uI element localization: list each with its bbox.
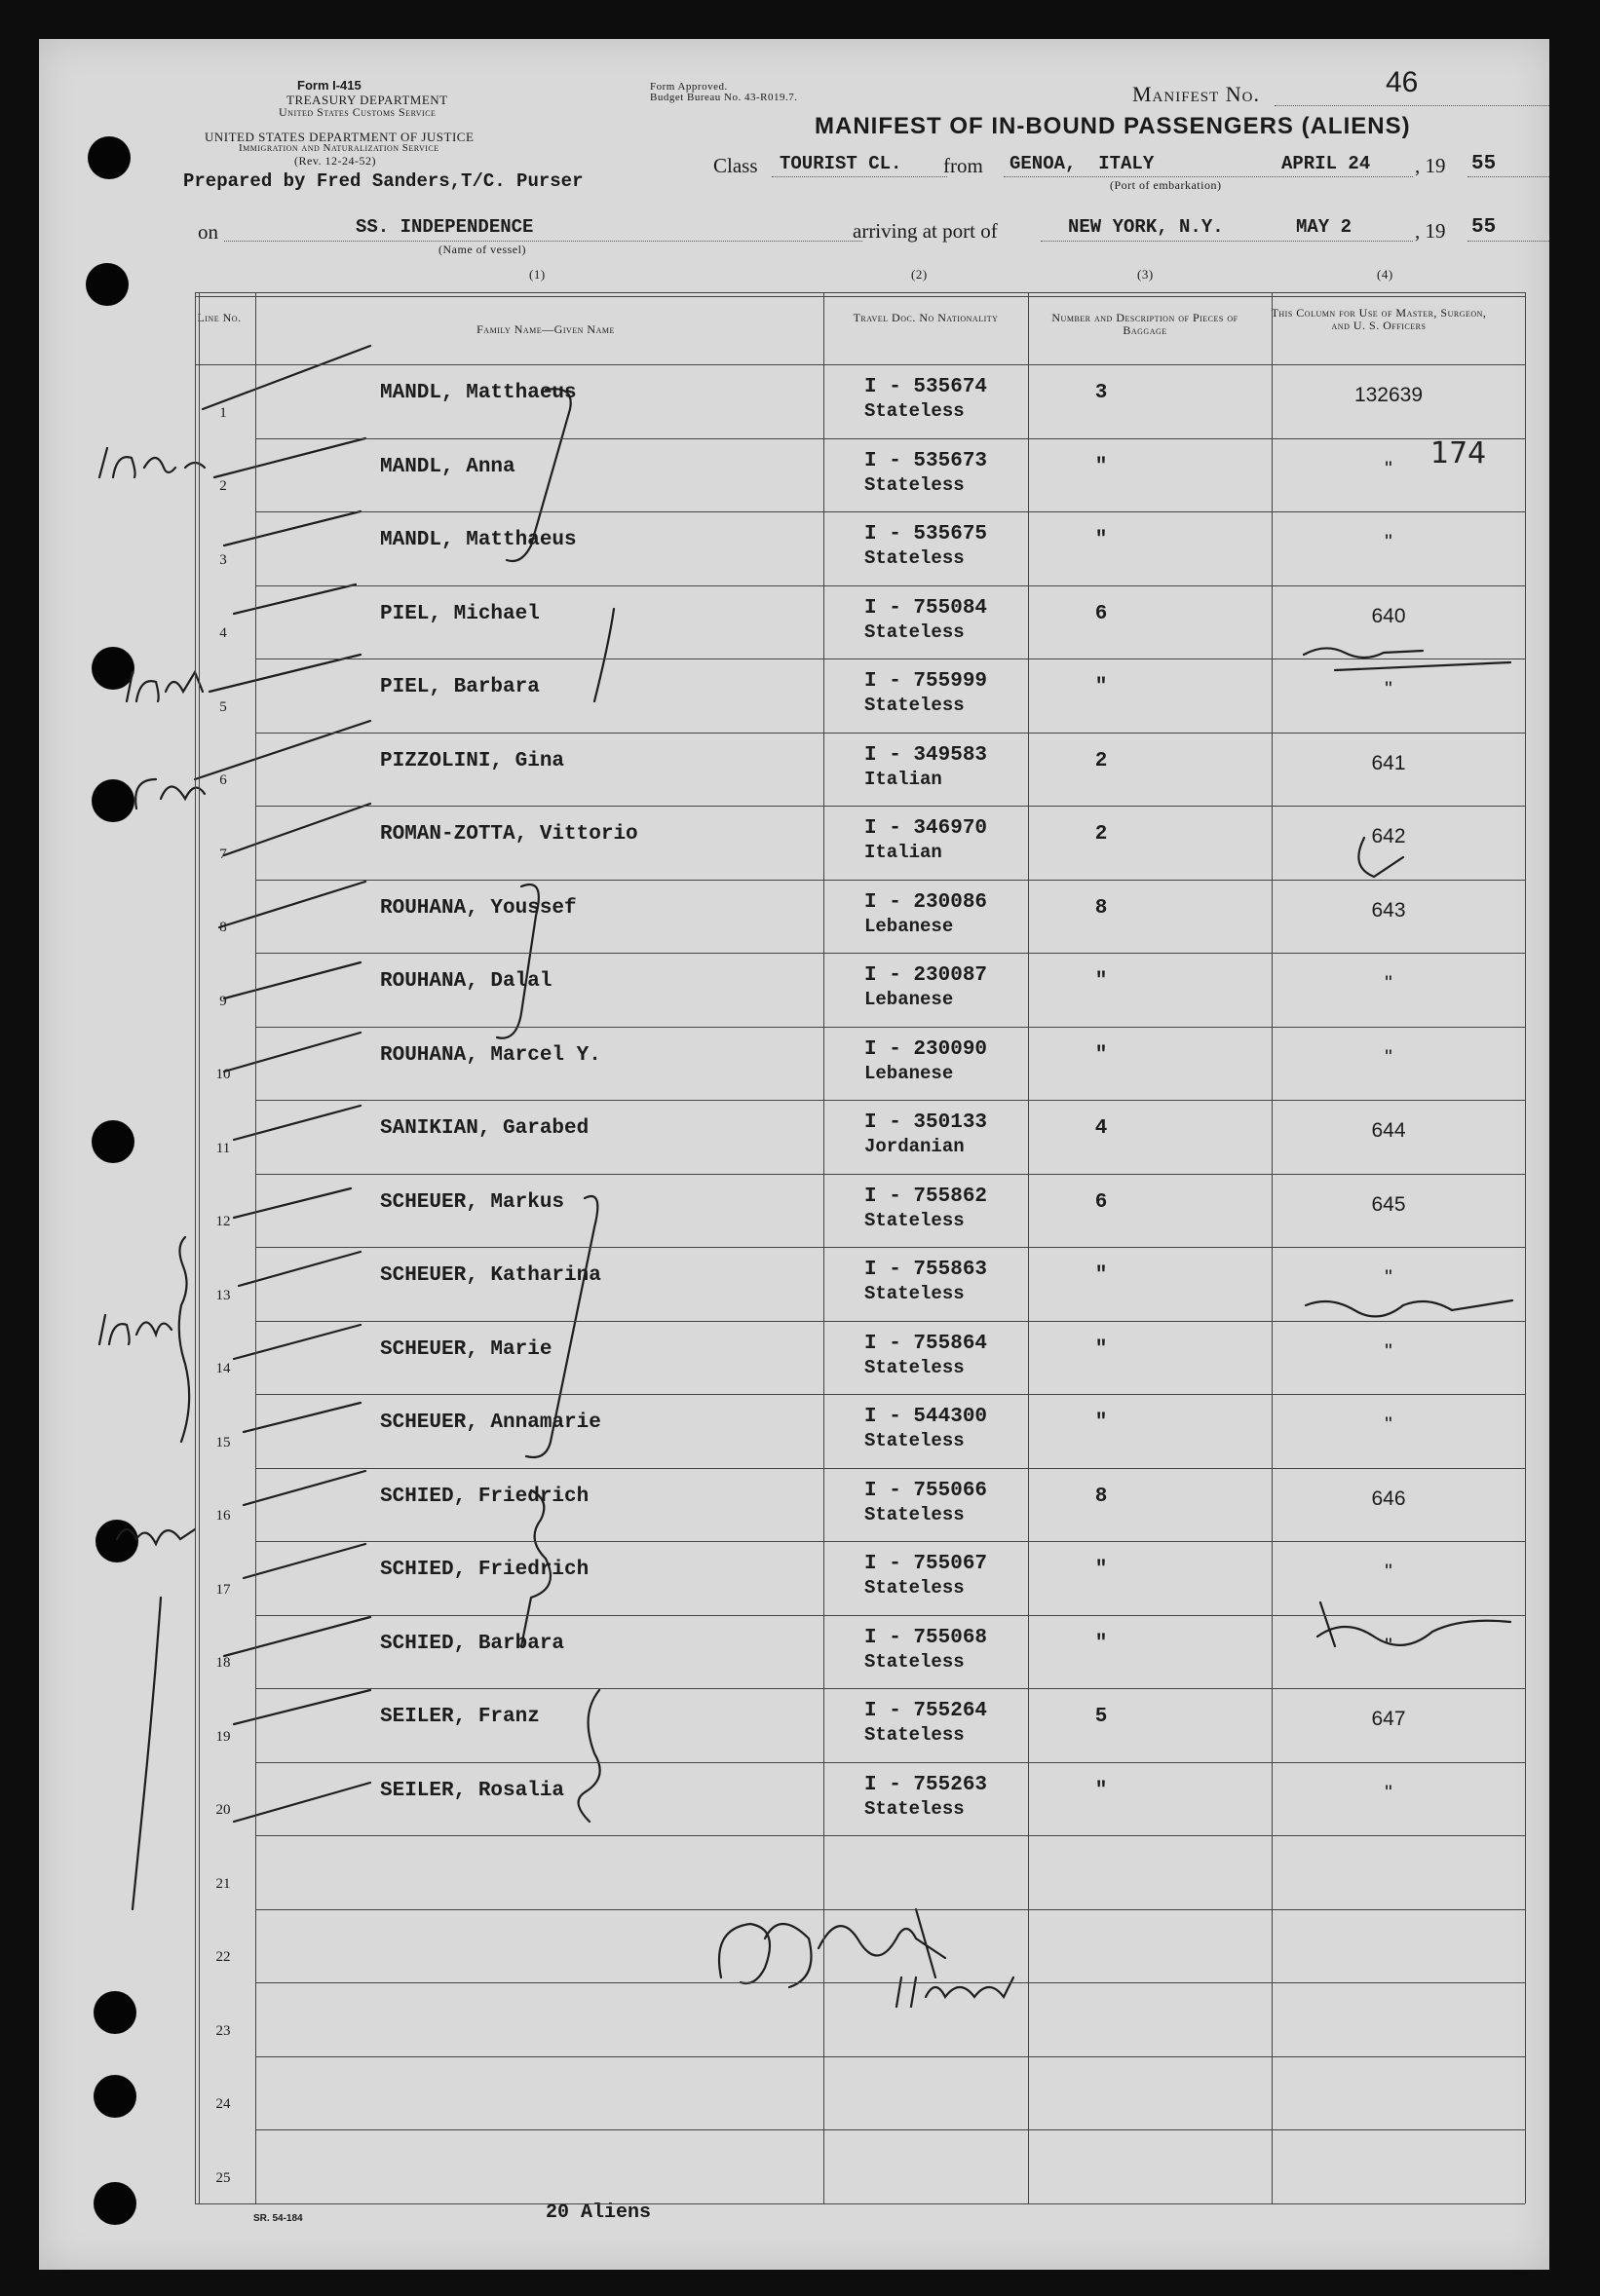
nationality: Stateless: [864, 1577, 965, 1599]
table-column-rule: [195, 292, 196, 2203]
table-rule: [255, 806, 1525, 807]
travel-doc-no: I - 755862: [864, 1185, 988, 1208]
manifest-page: [39, 39, 1549, 2270]
row-number: 16: [215, 1508, 231, 1524]
row-number: 17: [215, 1581, 231, 1598]
baggage-count: ": [1094, 529, 1108, 551]
passenger-name: MANDL, Matthaeus: [380, 529, 577, 551]
passenger-name: SCHIED, Friedrich: [380, 1559, 590, 1581]
table-rule: [255, 1247, 1525, 1248]
vessel-caption: (Name of vessel): [438, 243, 526, 256]
row-number: 24: [215, 2096, 231, 2112]
embark-date: APRIL 24: [1281, 153, 1371, 174]
passenger-name: SEILER, Franz: [380, 1706, 540, 1728]
baggage-count: 4: [1094, 1117, 1108, 1140]
officer-column: 641: [1371, 751, 1406, 774]
row-number: 25: [215, 2169, 231, 2186]
row-number: 23: [215, 2022, 231, 2039]
table-rule: [255, 438, 1525, 439]
table-rule: [255, 1909, 1525, 1910]
officer-column: 132639: [1353, 384, 1424, 406]
arrival-port: NEW YORK, N.Y.: [1068, 216, 1224, 238]
baggage-count: 6: [1094, 1190, 1108, 1214]
embark-year-prefix: , 19: [1415, 154, 1446, 177]
nationality: Stateless: [864, 1503, 965, 1525]
from-value: GENOA, ITALY: [1010, 153, 1155, 174]
nationality: Stateless: [864, 1430, 965, 1451]
table-rule: [255, 1688, 1525, 1689]
nationality: Stateless: [864, 473, 965, 496]
table-rule: [255, 1174, 1525, 1175]
prepared-by: Prepared by Fred Sanders,T/C. Purser: [183, 170, 584, 192]
row-number: 7: [219, 846, 227, 862]
col4-number: (4): [1377, 267, 1393, 282]
table-rule: [255, 1468, 1525, 1469]
manifest-no-value: 46: [1386, 66, 1419, 98]
manifest-no-label: Manifest No.: [1132, 82, 1260, 106]
nationality: Stateless: [864, 621, 965, 643]
row-number: 11: [215, 1140, 231, 1156]
officer-column: ": [1385, 1045, 1392, 1069]
customs-service: United States Customs Service: [279, 105, 437, 119]
passenger-name: PIEL, Michael: [380, 602, 540, 625]
form-rev: (Rev. 12-24-52): [294, 154, 377, 168]
baggage-count: ": [1094, 455, 1108, 478]
row-number: 13: [215, 1287, 231, 1303]
baggage-count: ": [1094, 1337, 1108, 1361]
baggage-count: 8: [1094, 896, 1108, 920]
handwritten-number: 174: [1430, 436, 1487, 470]
passenger-name: SCHEUER, Marie: [380, 1337, 552, 1361]
arrival-year: 55: [1471, 216, 1497, 239]
baggage-count: ": [1094, 1411, 1108, 1434]
passenger-name: SCHEUER, Katharina: [380, 1264, 601, 1287]
table-rule: [255, 1982, 1525, 1983]
officer-column: 640: [1371, 604, 1406, 627]
baggage-count: ": [1094, 970, 1108, 993]
travel-doc-no: I - 535675: [864, 523, 988, 546]
baggage-count: 6: [1094, 602, 1108, 625]
class-value: TOURIST CL.: [780, 153, 902, 174]
passenger-name: ROUHANA, Youssef: [380, 896, 577, 920]
col3-number: (3): [1137, 267, 1154, 282]
table-rule: [255, 585, 1525, 586]
passenger-name: ROUHANA, Marcel Y.: [380, 1043, 601, 1067]
passenger-name: SCHEUER, Annamarie: [380, 1411, 601, 1434]
footer-code: SR. 54-184: [253, 2213, 303, 2224]
row-number: 8: [219, 920, 227, 935]
officer-column: ": [1385, 1634, 1392, 1657]
header-officers: This Column for Use of Master, Surgeon, and U. S. Officers: [1271, 306, 1487, 332]
row-number: 5: [219, 698, 227, 715]
header-name: Family Name—Given Name: [476, 322, 615, 336]
row-number: 1: [219, 404, 227, 421]
travel-doc-no: I - 535674: [864, 376, 988, 398]
nationality: Stateless: [864, 547, 965, 569]
table-rule: [255, 1321, 1525, 1322]
table-rule: [195, 364, 1525, 365]
table-rule: [255, 880, 1525, 881]
table-rule: [255, 511, 1525, 512]
passenger-name: PIEL, Barbara: [380, 676, 540, 698]
table-rule: [255, 1027, 1525, 1028]
travel-doc-no: I - 544300: [864, 1406, 988, 1428]
table-rule: [255, 1394, 1525, 1395]
nationality: Stateless: [864, 1724, 965, 1746]
row-number: 20: [215, 1802, 231, 1818]
baggage-count: 5: [1094, 1706, 1108, 1728]
manifest-title: MANIFEST OF IN-BOUND PASSENGERS (ALIENS): [815, 113, 1411, 139]
table-rule: [255, 1762, 1525, 1763]
baggage-count: ": [1094, 1779, 1108, 1802]
row-number: 6: [219, 772, 227, 788]
punch-hole: [94, 1991, 136, 2034]
row-number: 2: [219, 478, 227, 494]
arrival-date: MAY 2: [1296, 216, 1352, 238]
baggage-count: ": [1094, 1264, 1108, 1287]
officer-column: ": [1385, 1413, 1392, 1436]
justice-dept: UNITED STATES DEPARTMENT OF JUSTICE: [205, 130, 475, 144]
nationality: Stateless: [864, 1283, 965, 1304]
passenger-name: SCHEUER, Markus: [380, 1190, 565, 1214]
officer-column: ": [1385, 1561, 1392, 1583]
travel-doc-no: I - 755999: [864, 670, 988, 693]
officer-column: ": [1385, 531, 1392, 553]
officer-column: ": [1385, 457, 1392, 480]
officer-column: 647: [1371, 1708, 1406, 1730]
punch-hole: [88, 136, 131, 179]
on-label: on: [198, 220, 218, 244]
port-caption: (Port of embarkation): [1110, 178, 1222, 192]
baggage-count: 2: [1094, 749, 1108, 772]
travel-doc-no: I - 230086: [864, 890, 988, 914]
row-number: 19: [215, 1728, 231, 1745]
nationality: Lebanese: [864, 1062, 954, 1084]
travel-doc-no: I - 230087: [864, 964, 988, 987]
travel-doc-no: I - 755263: [864, 1773, 988, 1796]
class-label: Class: [713, 154, 758, 177]
nationality: Stateless: [864, 1209, 965, 1231]
officer-column: ": [1385, 678, 1392, 700]
punch-hole: [92, 647, 134, 690]
passenger-name: MANDL, Matthaeus: [380, 382, 577, 404]
baggage-count: ": [1094, 676, 1108, 698]
baggage-count: ": [1094, 1559, 1108, 1581]
arrival-year-prefix: , 19: [1415, 219, 1446, 243]
ins-service: Immigration and Naturalization Service: [239, 142, 439, 154]
nationality: Italian: [864, 842, 942, 863]
table-rule: [255, 1100, 1525, 1101]
baggage-count: ": [1094, 1632, 1108, 1655]
table-rule: [255, 733, 1525, 734]
col1-number: (1): [529, 267, 546, 282]
row-number: 21: [215, 1875, 231, 1892]
form-approved: Form Approved.: [650, 81, 728, 93]
passenger-name: ROUHANA, Dalal: [380, 970, 552, 993]
baggage-count: 8: [1094, 1485, 1108, 1508]
baggage-count: 3: [1094, 382, 1108, 404]
passenger-name: ROMAN-ZOTTA, Vittorio: [380, 823, 638, 846]
travel-doc-no: I - 350133: [864, 1111, 988, 1134]
nationality: Stateless: [864, 1650, 965, 1673]
punch-hole: [86, 263, 129, 306]
header-line-no: Line No.: [197, 311, 242, 324]
row-number: 22: [215, 1949, 231, 1965]
col2-number: (2): [911, 267, 928, 282]
header-doc: Travel Doc. No Nationality: [853, 311, 999, 324]
arriving-label: arriving at port of: [853, 219, 998, 243]
officer-column: ": [1385, 1781, 1392, 1804]
officer-column: 646: [1371, 1487, 1406, 1510]
officer-column: ": [1385, 972, 1392, 995]
nationality: Lebanese: [864, 915, 954, 937]
header-baggage: Number and Description of Pieces of Baggage: [1051, 311, 1238, 337]
nationality: Stateless: [864, 400, 965, 422]
row-number: 18: [215, 1655, 231, 1671]
baggage-count: ": [1094, 1043, 1108, 1067]
officer-column: 645: [1371, 1192, 1406, 1216]
officer-column: 644: [1371, 1119, 1406, 1142]
table-column-rule: [199, 292, 200, 2203]
row-number: 3: [219, 551, 227, 568]
officer-column: 643: [1371, 898, 1406, 922]
table-column-rule: [1525, 292, 1526, 2203]
punch-hole: [94, 2075, 136, 2118]
travel-doc-no: I - 755084: [864, 596, 988, 620]
from-label: from: [943, 154, 983, 177]
nationality: Stateless: [864, 1356, 965, 1378]
passenger-name: SCHIED, Friedrich: [380, 1485, 590, 1508]
form-number: Form I-415: [297, 78, 362, 93]
row-number: 14: [215, 1361, 231, 1376]
total-aliens: 20 Aliens: [546, 2202, 652, 2224]
punch-hole: [92, 1120, 134, 1163]
table-rule: [195, 292, 1525, 293]
treasury-dept: TREASURY DEPARTMENT: [286, 93, 448, 107]
nationality: Italian: [864, 768, 942, 790]
table-rule: [255, 1541, 1525, 1542]
travel-doc-no: I - 535673: [864, 449, 988, 472]
passenger-name: MANDL, Anna: [380, 455, 515, 478]
table-rule: [195, 2203, 1525, 2204]
table-rule: [255, 1615, 1525, 1616]
passenger-name: SANIKIAN, Garabed: [380, 1117, 590, 1140]
travel-doc-no: I - 755066: [864, 1479, 988, 1502]
officer-column: 642: [1371, 825, 1406, 847]
nationality: Stateless: [864, 695, 965, 716]
punch-hole: [92, 779, 134, 822]
table-rule: [195, 296, 1525, 297]
table-rule: [255, 2056, 1525, 2057]
table-rule: [255, 1835, 1525, 1836]
nationality: Lebanese: [864, 989, 954, 1010]
travel-doc-no: I - 755067: [864, 1553, 988, 1575]
travel-doc-no: I - 346970: [864, 817, 988, 840]
officer-column: ": [1385, 1339, 1392, 1363]
officer-column: ": [1385, 1266, 1392, 1289]
table-rule: [255, 2129, 1525, 2130]
row-number: 15: [215, 1434, 231, 1450]
row-number: 9: [219, 993, 227, 1009]
travel-doc-no: I - 755863: [864, 1259, 988, 1281]
embark-year: 55: [1471, 153, 1497, 175]
budget-bureau: Budget Bureau No. 43-R019.7.: [650, 92, 798, 103]
handwritten-marks: [39, 39, 1549, 2270]
travel-doc-no: I - 230090: [864, 1037, 988, 1061]
travel-doc-no: I - 755264: [864, 1700, 988, 1722]
nationality: Jordanian: [864, 1136, 965, 1157]
punch-hole: [95, 1520, 138, 1562]
row-number: 4: [219, 625, 227, 641]
row-number: 12: [215, 1214, 231, 1229]
travel-doc-no: I - 755068: [864, 1626, 988, 1649]
table-rule: [255, 953, 1525, 954]
passenger-name: SEILER, Rosalia: [380, 1779, 565, 1802]
row-number: 10: [215, 1067, 231, 1082]
travel-doc-no: I - 349583: [864, 743, 988, 767]
vessel-name: SS. INDEPENDENCE: [356, 216, 534, 238]
baggage-count: 2: [1094, 823, 1108, 846]
passenger-name: SCHIED, Barbara: [380, 1632, 565, 1655]
punch-hole: [94, 2182, 136, 2225]
passenger-name: PIZZOLINI, Gina: [380, 749, 565, 772]
nationality: Stateless: [864, 1797, 965, 1820]
travel-doc-no: I - 755864: [864, 1332, 988, 1355]
